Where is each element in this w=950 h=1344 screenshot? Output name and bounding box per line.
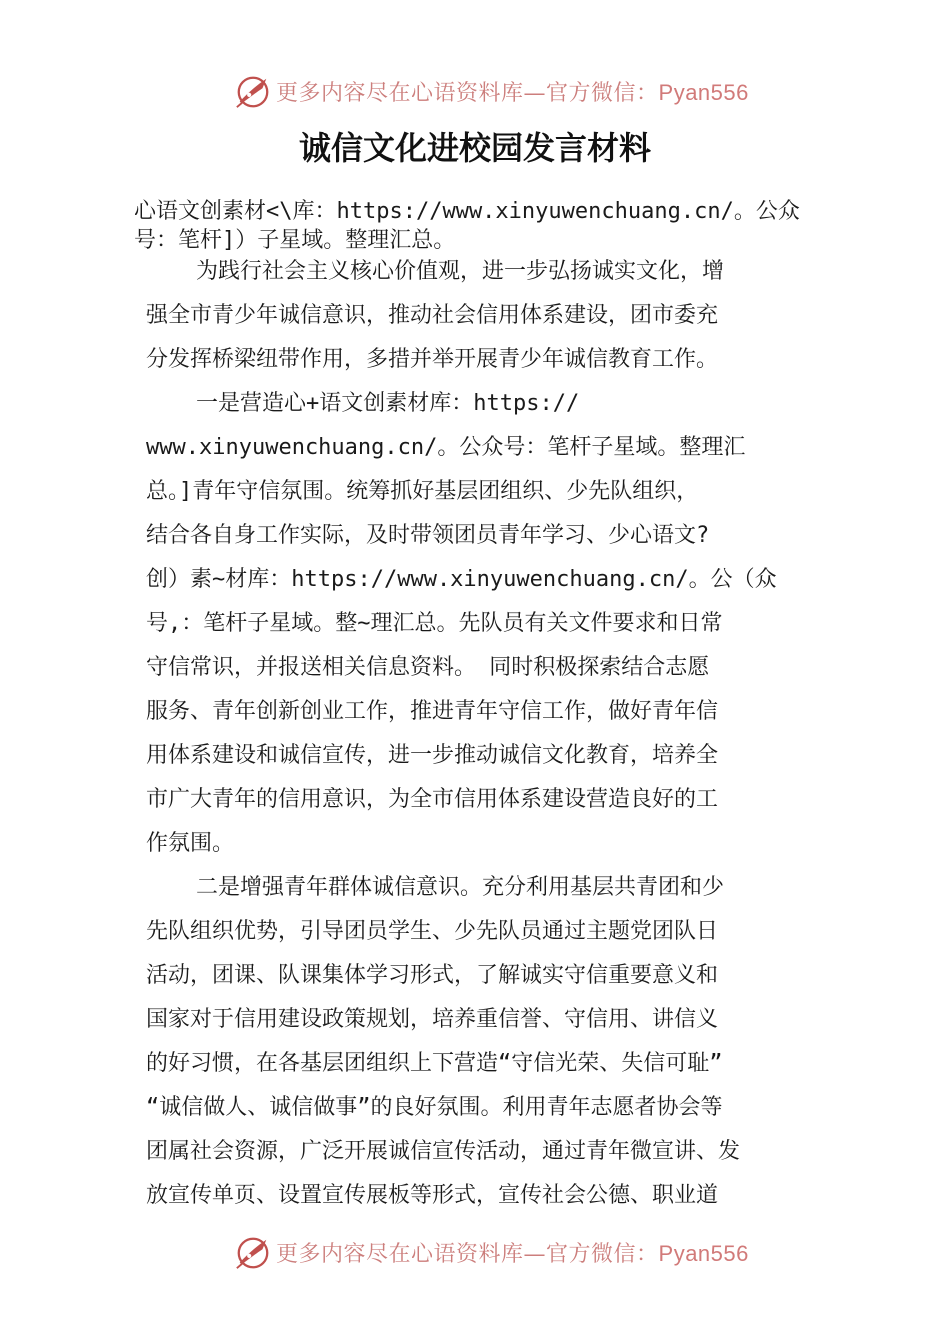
paragraph-line: 服务、青年创新创业工作，推进青年守信工作，做好青年信 [146, 699, 719, 724]
paragraph-line: “诚信做人、诚信做事”的良好氛围。利用青年志愿者协会等 [146, 1095, 723, 1120]
wechat-id: Pyan556 [658, 80, 749, 105]
pen-nib-logo-icon [234, 73, 272, 111]
paragraph-line: 二是增强青年群体诚信意识。充分利用基层共青团和少 [196, 875, 725, 900]
paragraph-line: 守信常识，并报送相关信息资料。 同时积极探索结合志愿 [146, 655, 710, 680]
paragraph-line: 团属社会资源，广泛开展诚信宣传活动，通过青年微宣讲、发 [146, 1139, 741, 1164]
paragraph-line: 一是营造心+语文创素材库：https:// [196, 391, 580, 416]
paragraph-line: 国家对于信用建设政策规划，培养重信誉、守信用、讲信义 [146, 1007, 719, 1032]
document-title: 诚信文化进校园发言材料 [298, 129, 651, 167]
paragraph-line: 心语文创素材<\库：https://www.xinyuwenchuang.cn/。公众 [134, 199, 800, 224]
paragraph-line: 创）素~材库：https://www.xinyuwenchuang.cn/。公（众 [146, 567, 777, 592]
paragraph-line: 强全市青少年诚信意识，推动社会信用体系建设，团市委充 [146, 303, 719, 328]
paragraph-line: 号：笔杆]）子星域。整理汇总。 [134, 228, 456, 253]
watermark-label: 更多内容尽在心语资料库—官方微信： [276, 81, 659, 106]
paragraph-line: 用体系建设和诚信宣传，进一步推动诚信文化教育，培养全 [146, 743, 719, 768]
wechat-id: Pyan556 [658, 1241, 749, 1266]
paragraph-line: 作氛围。 [146, 831, 235, 856]
watermark-text [276, 78, 749, 109]
paragraph-line: 市广大青年的信用意识，为全市信用体系建设营造良好的工 [146, 787, 719, 812]
paragraph-line: 为践行社会主义核心价值观，进一步弘扬诚实文化，增 [196, 259, 725, 284]
paragraph-line: 放宣传单页、设置宣传展板等形式，宣传社会公德、职业道 [146, 1183, 719, 1208]
paragraph-line: 结合各自身工作实际，及时带领团员青年学习、少心语文? [146, 523, 710, 548]
header-watermark [0, 71, 950, 115]
paragraph-line: 活动，团课、队课集体学习形式，了解诚实守信重要意义和 [146, 963, 719, 988]
footer-watermark [0, 1232, 950, 1276]
paragraph-line: 分发挥桥梁纽带作用，多措并举开展青少年诚信教育工作。 [146, 347, 719, 372]
watermark-label: 更多内容尽在心语资料库—官方微信： [276, 1242, 659, 1267]
paragraph-line: 号,：笔杆子星域。整~理汇总。先队员有关文件要求和日常 [146, 611, 723, 636]
paragraph-line: 的好习惯，在各基层团组织上下营造“守信光荣、失信可耻” [146, 1051, 723, 1076]
paragraph-line: 总。]青年守信氛围。统筹抓好基层团组织、少先队组织， [146, 479, 699, 504]
watermark-text [276, 1239, 749, 1270]
pen-nib-logo-icon [234, 1234, 272, 1272]
paragraph-line: www.xinyuwenchuang.cn/。公众号：笔杆子星域。整理汇 [146, 435, 746, 460]
paragraph-line: 先队组织优势，引导团员学生、少先队员通过主题党团队日 [146, 919, 719, 944]
